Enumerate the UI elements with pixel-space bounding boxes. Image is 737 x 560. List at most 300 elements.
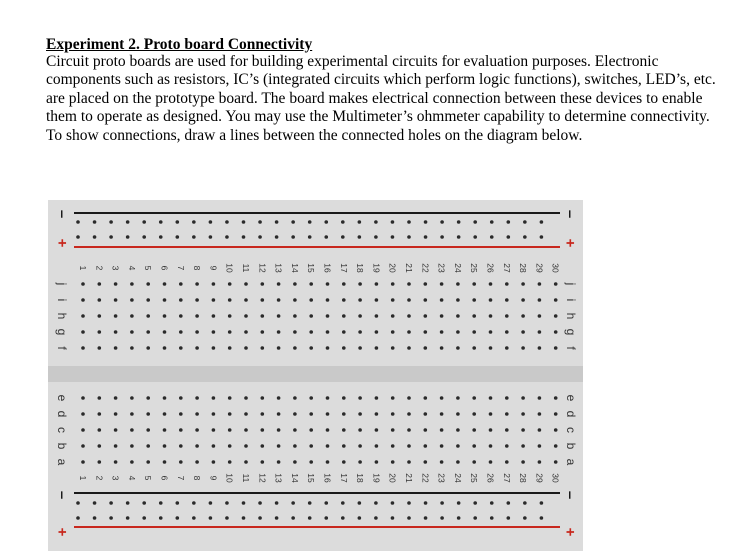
terminal-hole bbox=[277, 314, 281, 318]
terminal-hole bbox=[440, 298, 444, 302]
terminal-hole bbox=[489, 444, 493, 448]
column-number: 14 bbox=[289, 263, 300, 273]
rail-hole bbox=[374, 220, 378, 224]
terminal-hole bbox=[326, 444, 330, 448]
terminal-hole bbox=[407, 428, 411, 432]
column-number: 21 bbox=[404, 263, 414, 273]
column-number: 25 bbox=[469, 473, 480, 483]
terminal-hole bbox=[456, 314, 460, 318]
rail-hole bbox=[341, 501, 345, 505]
row-letter-g: g bbox=[55, 328, 69, 336]
center-channel bbox=[48, 366, 583, 382]
terminal-hole bbox=[521, 444, 525, 448]
column-number: 6 bbox=[159, 475, 170, 481]
rail-hole bbox=[291, 516, 295, 520]
column-number: 15 bbox=[306, 473, 317, 483]
terminal-hole bbox=[375, 314, 379, 318]
terminal-hole bbox=[358, 314, 362, 318]
terminal-hole bbox=[505, 346, 509, 350]
rail-hole bbox=[473, 220, 477, 224]
terminal-hole bbox=[456, 298, 460, 302]
terminal-hole bbox=[228, 428, 232, 432]
terminal-hole bbox=[98, 460, 102, 464]
column-number: 26 bbox=[485, 263, 496, 273]
terminal-hole bbox=[538, 460, 542, 464]
rail-hole bbox=[209, 516, 213, 520]
terminal-hole bbox=[358, 298, 362, 302]
terminal-hole bbox=[146, 428, 150, 432]
terminal-hole bbox=[358, 330, 362, 334]
terminal-hole bbox=[179, 444, 183, 448]
rail-hole bbox=[258, 235, 262, 239]
terminal-hole bbox=[554, 412, 558, 416]
column-number: 16 bbox=[322, 263, 333, 273]
terminal-hole bbox=[146, 330, 150, 334]
rail-hole bbox=[440, 220, 444, 224]
column-number: 13 bbox=[273, 263, 284, 273]
column-number: 7 bbox=[175, 475, 186, 481]
terminal-hole bbox=[489, 314, 493, 318]
terminal-hole bbox=[146, 460, 150, 464]
column-number: 18 bbox=[355, 473, 366, 483]
terminal-hole bbox=[342, 428, 346, 432]
terminal-hole bbox=[538, 444, 542, 448]
terminal-hole bbox=[163, 444, 167, 448]
terminal-hole bbox=[261, 396, 265, 400]
terminal-hole bbox=[489, 412, 493, 416]
row-letter-h: h bbox=[55, 312, 69, 320]
terminal-hole bbox=[179, 298, 183, 302]
terminal-hole bbox=[163, 346, 167, 350]
rail-hole bbox=[473, 235, 477, 239]
terminal-hole bbox=[326, 330, 330, 334]
terminal-hole bbox=[277, 330, 281, 334]
column-number: 10 bbox=[224, 473, 235, 483]
terminal-hole bbox=[407, 444, 411, 448]
column-number: 4 bbox=[126, 475, 137, 481]
rail-hole bbox=[126, 501, 130, 505]
rail-hole bbox=[76, 501, 80, 505]
terminal-hole bbox=[228, 282, 232, 286]
row-letter-a: a bbox=[564, 458, 578, 466]
terminal-hole bbox=[244, 330, 248, 334]
terminal-hole bbox=[146, 282, 150, 286]
column-number: 11 bbox=[241, 473, 251, 483]
terminal-hole bbox=[358, 428, 362, 432]
row-letter-h: h bbox=[564, 312, 578, 320]
column-number: 30 bbox=[550, 473, 561, 483]
rail-hole bbox=[523, 516, 527, 520]
rail-hole bbox=[507, 516, 511, 520]
terminal-hole bbox=[130, 298, 134, 302]
terminal-hole bbox=[130, 396, 134, 400]
terminal-hole bbox=[261, 314, 265, 318]
terminal-hole bbox=[342, 460, 346, 464]
terminal-hole bbox=[538, 412, 542, 416]
terminal-hole bbox=[440, 282, 444, 286]
rail-hole bbox=[540, 501, 544, 505]
terminal-hole bbox=[114, 282, 118, 286]
terminal-hole bbox=[521, 460, 525, 464]
terminal-hole bbox=[326, 396, 330, 400]
terminal-hole bbox=[98, 298, 102, 302]
terminal-hole bbox=[228, 298, 232, 302]
terminal-hole bbox=[212, 428, 216, 432]
terminal-hole bbox=[277, 428, 281, 432]
terminal-hole bbox=[358, 396, 362, 400]
terminal-hole bbox=[228, 330, 232, 334]
terminal-hole bbox=[81, 314, 85, 318]
terminal-hole bbox=[146, 412, 150, 416]
terminal-hole bbox=[489, 346, 493, 350]
rail-hole bbox=[109, 516, 113, 520]
rail-hole bbox=[540, 220, 544, 224]
rail-hole bbox=[424, 235, 428, 239]
rail-hole bbox=[126, 220, 130, 224]
rail-hole bbox=[176, 516, 180, 520]
rail-hole bbox=[142, 516, 146, 520]
terminal-hole bbox=[342, 412, 346, 416]
terminal-hole bbox=[261, 428, 265, 432]
terminal-hole bbox=[489, 330, 493, 334]
terminal-hole bbox=[424, 412, 428, 416]
rail-hole bbox=[490, 235, 494, 239]
terminal-hole bbox=[212, 346, 216, 350]
terminal-hole bbox=[521, 298, 525, 302]
terminal-hole bbox=[424, 330, 428, 334]
rail-hole bbox=[391, 220, 395, 224]
terminal-hole bbox=[440, 330, 444, 334]
terminal-hole bbox=[440, 314, 444, 318]
terminal-hole bbox=[505, 412, 509, 416]
column-number: 25 bbox=[469, 263, 480, 273]
rail-hole bbox=[209, 220, 213, 224]
rail-hole bbox=[374, 516, 378, 520]
terminal-hole bbox=[163, 314, 167, 318]
terminal-hole bbox=[505, 330, 509, 334]
rail-plus-label: + bbox=[53, 527, 71, 537]
column-number: 7 bbox=[175, 265, 186, 271]
terminal-hole bbox=[195, 314, 199, 318]
terminal-hole bbox=[261, 330, 265, 334]
terminal-hole bbox=[326, 412, 330, 416]
rail-hole bbox=[457, 516, 461, 520]
row-letter-c: c bbox=[55, 427, 69, 433]
terminal-hole bbox=[326, 298, 330, 302]
terminal-hole bbox=[309, 460, 313, 464]
terminal-hole bbox=[538, 298, 542, 302]
rail-hole bbox=[291, 220, 295, 224]
column-number: 1 bbox=[78, 475, 88, 481]
terminal-hole bbox=[293, 396, 297, 400]
terminal-hole bbox=[472, 428, 476, 432]
terminal-hole bbox=[326, 314, 330, 318]
row-letter-f: f bbox=[55, 346, 69, 350]
rail-minus-label: – bbox=[53, 490, 71, 500]
terminal-hole bbox=[130, 330, 134, 334]
column-number: 12 bbox=[257, 263, 268, 273]
terminal-hole bbox=[375, 428, 379, 432]
terminal-hole bbox=[179, 428, 183, 432]
terminal-hole bbox=[179, 346, 183, 350]
rail-hole bbox=[192, 235, 196, 239]
rail-hole bbox=[76, 516, 80, 520]
terminal-hole bbox=[212, 298, 216, 302]
rail-hole bbox=[242, 516, 246, 520]
terminal-hole bbox=[98, 314, 102, 318]
terminal-hole bbox=[261, 412, 265, 416]
rail-hole bbox=[159, 501, 163, 505]
terminal-hole bbox=[293, 298, 297, 302]
terminal-hole bbox=[375, 396, 379, 400]
column-number: 1 bbox=[78, 265, 88, 271]
terminal-hole bbox=[179, 314, 183, 318]
column-number: 19 bbox=[371, 263, 382, 273]
rail-minus-label: – bbox=[53, 209, 71, 219]
terminal-hole bbox=[554, 396, 558, 400]
terminal-hole bbox=[554, 314, 558, 318]
terminal-hole bbox=[98, 396, 102, 400]
rail-hole bbox=[275, 220, 279, 224]
terminal-hole bbox=[342, 282, 346, 286]
rail-hole bbox=[324, 516, 328, 520]
terminal-hole bbox=[195, 346, 199, 350]
terminal-hole bbox=[277, 298, 281, 302]
terminal-hole bbox=[261, 298, 265, 302]
terminal-hole bbox=[81, 346, 85, 350]
terminal-hole bbox=[554, 330, 558, 334]
row-letter-a: a bbox=[55, 458, 69, 466]
rail-plus-label: + bbox=[561, 238, 579, 248]
rail-hole bbox=[424, 501, 428, 505]
terminal-hole bbox=[212, 330, 216, 334]
terminal-hole bbox=[391, 282, 395, 286]
column-number: 30 bbox=[550, 263, 561, 273]
terminal-hole bbox=[472, 298, 476, 302]
terminal-hole bbox=[212, 460, 216, 464]
terminal-hole bbox=[472, 330, 476, 334]
column-number: 2 bbox=[94, 265, 105, 271]
terminal-hole bbox=[293, 428, 297, 432]
rail-hole bbox=[324, 235, 328, 239]
terminal-hole bbox=[163, 396, 167, 400]
terminal-hole bbox=[489, 396, 493, 400]
column-number: 29 bbox=[534, 473, 545, 483]
terminal-hole bbox=[407, 346, 411, 350]
terminal-hole bbox=[228, 444, 232, 448]
rail-hole bbox=[275, 235, 279, 239]
terminal-hole bbox=[163, 412, 167, 416]
terminal-hole bbox=[326, 282, 330, 286]
document-paragraph: Circuit proto boards are used for building experimental circuits for evaluation purposes. Electronic components such as resistors, IC’s (integrated circuits which perform logic functions), switches, LED’s, etc. are placed on the prototype board. The board makes electrical connection between these devices to enable them to operate as designed. You may use the Multimeter’s ohmmeter capability to determine connectivity. To show connections, draw a lines between the connected holes on the diagram below. bbox=[46, 53, 716, 144]
terminal-hole bbox=[244, 428, 248, 432]
terminal-hole bbox=[244, 346, 248, 350]
terminal-hole bbox=[391, 346, 395, 350]
rail-hole bbox=[76, 235, 80, 239]
column-number: 27 bbox=[501, 263, 512, 273]
terminal-hole bbox=[261, 346, 265, 350]
terminal-hole bbox=[538, 396, 542, 400]
column-number: 24 bbox=[452, 263, 463, 273]
rail-hole bbox=[242, 235, 246, 239]
column-number: 8 bbox=[192, 475, 203, 481]
column-number: 14 bbox=[289, 473, 300, 483]
rail-hole bbox=[192, 501, 196, 505]
column-number: 18 bbox=[355, 263, 366, 273]
column-number: 6 bbox=[159, 265, 170, 271]
terminal-hole bbox=[554, 428, 558, 432]
terminal-hole bbox=[456, 412, 460, 416]
rail-hole bbox=[76, 220, 80, 224]
row-letter-d: d bbox=[55, 410, 69, 418]
terminal-hole bbox=[98, 346, 102, 350]
terminal-hole bbox=[456, 282, 460, 286]
rail-hole bbox=[490, 501, 494, 505]
terminal-hole bbox=[505, 314, 509, 318]
rail-hole bbox=[424, 220, 428, 224]
rail-plus-label: + bbox=[561, 527, 579, 537]
terminal-hole bbox=[179, 460, 183, 464]
terminal-hole bbox=[554, 460, 558, 464]
terminal-hole bbox=[358, 282, 362, 286]
terminal-hole bbox=[472, 396, 476, 400]
terminal-hole bbox=[81, 444, 85, 448]
rail-hole bbox=[176, 235, 180, 239]
terminal-hole bbox=[440, 460, 444, 464]
terminal-hole bbox=[309, 298, 313, 302]
terminal-hole bbox=[163, 330, 167, 334]
terminal-hole bbox=[440, 444, 444, 448]
terminal-hole bbox=[163, 282, 167, 286]
column-number: 28 bbox=[518, 473, 529, 483]
terminal-hole bbox=[293, 330, 297, 334]
rail-hole bbox=[159, 235, 163, 239]
rail-hole bbox=[192, 220, 196, 224]
row-letter-i: i bbox=[564, 298, 578, 302]
terminal-hole bbox=[342, 444, 346, 448]
rail-hole bbox=[308, 235, 312, 239]
terminal-hole bbox=[375, 282, 379, 286]
terminal-hole bbox=[81, 282, 85, 286]
column-number: 17 bbox=[338, 473, 349, 483]
rail-hole bbox=[358, 501, 362, 505]
terminal-hole bbox=[228, 412, 232, 416]
terminal-hole bbox=[472, 314, 476, 318]
terminal-hole bbox=[195, 444, 199, 448]
terminal-hole bbox=[277, 346, 281, 350]
terminal-hole bbox=[375, 444, 379, 448]
terminal-hole bbox=[521, 428, 525, 432]
rail-hole bbox=[391, 516, 395, 520]
terminal-hole bbox=[424, 298, 428, 302]
terminal-hole bbox=[195, 412, 199, 416]
column-number: 17 bbox=[338, 263, 349, 273]
terminal-hole bbox=[391, 444, 395, 448]
terminal-hole bbox=[309, 330, 313, 334]
terminal-hole bbox=[114, 346, 118, 350]
rail-hole bbox=[407, 235, 411, 239]
terminal-hole bbox=[293, 412, 297, 416]
terminal-hole bbox=[277, 412, 281, 416]
rail-hole bbox=[242, 501, 246, 505]
terminal-hole bbox=[309, 444, 313, 448]
terminal-hole bbox=[424, 282, 428, 286]
terminal-hole bbox=[163, 428, 167, 432]
terminal-hole bbox=[98, 412, 102, 416]
column-number: 9 bbox=[208, 475, 219, 481]
rail-hole bbox=[258, 220, 262, 224]
terminal-hole bbox=[212, 396, 216, 400]
terminal-hole bbox=[130, 314, 134, 318]
row-letter-j: j bbox=[564, 282, 578, 286]
terminal-hole bbox=[244, 298, 248, 302]
terminal-hole bbox=[130, 428, 134, 432]
column-number: 20 bbox=[387, 473, 398, 483]
terminal-hole bbox=[228, 460, 232, 464]
terminal-hole bbox=[195, 282, 199, 286]
terminal-hole bbox=[391, 330, 395, 334]
terminal-hole bbox=[358, 460, 362, 464]
column-number: 20 bbox=[387, 263, 398, 273]
terminal-hole bbox=[114, 444, 118, 448]
terminal-hole bbox=[505, 282, 509, 286]
rail-hole bbox=[93, 501, 97, 505]
terminal-hole bbox=[521, 314, 525, 318]
rail-hole bbox=[507, 220, 511, 224]
rail-hole bbox=[176, 501, 180, 505]
terminal-hole bbox=[375, 412, 379, 416]
terminal-hole bbox=[309, 282, 313, 286]
rail-hole bbox=[523, 501, 527, 505]
terminal-hole bbox=[261, 444, 265, 448]
terminal-hole bbox=[114, 428, 118, 432]
terminal-hole bbox=[146, 314, 150, 318]
terminal-hole bbox=[146, 346, 150, 350]
column-number: 8 bbox=[192, 265, 203, 271]
terminal-hole bbox=[538, 428, 542, 432]
terminal-hole bbox=[163, 298, 167, 302]
terminal-hole bbox=[309, 428, 313, 432]
rail-hole bbox=[324, 220, 328, 224]
terminal-hole bbox=[505, 444, 509, 448]
terminal-hole bbox=[342, 396, 346, 400]
rail-hole bbox=[258, 516, 262, 520]
terminal-hole bbox=[146, 444, 150, 448]
terminal-hole bbox=[179, 396, 183, 400]
rail-hole bbox=[440, 516, 444, 520]
terminal-hole bbox=[309, 412, 313, 416]
terminal-hole bbox=[342, 298, 346, 302]
terminal-hole bbox=[505, 298, 509, 302]
rail-hole bbox=[358, 220, 362, 224]
terminal-hole bbox=[342, 346, 346, 350]
rail-hole bbox=[407, 516, 411, 520]
terminal-hole bbox=[130, 282, 134, 286]
rail-hole bbox=[225, 516, 229, 520]
terminal-hole bbox=[456, 428, 460, 432]
terminal-hole bbox=[195, 428, 199, 432]
terminal-hole bbox=[179, 282, 183, 286]
terminal-hole bbox=[424, 460, 428, 464]
column-number: 15 bbox=[306, 263, 317, 273]
terminal-hole bbox=[521, 330, 525, 334]
terminal-hole bbox=[456, 396, 460, 400]
terminal-hole bbox=[98, 444, 102, 448]
rail-hole bbox=[341, 220, 345, 224]
terminal-hole bbox=[342, 330, 346, 334]
terminal-hole bbox=[440, 346, 444, 350]
terminal-hole bbox=[391, 428, 395, 432]
